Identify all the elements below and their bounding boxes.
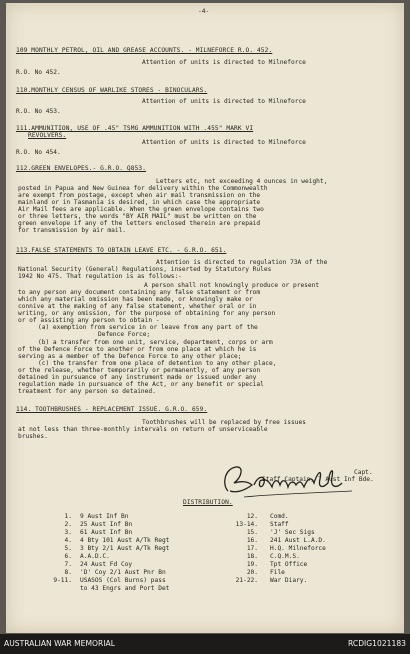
item-111-title: 111.AMMUNITION, USE OF .45" TSMG AMMUNITION WITH .455" MARK VI xyxy=(16,125,254,132)
item-110-attention: Attention of units is directed to Milneforce xyxy=(142,98,306,105)
item-113-line: (b) a transfer from one unit, service, department, corps or arm xyxy=(38,339,273,346)
dist-num: 2. xyxy=(64,521,72,528)
dist-num: 12. xyxy=(246,513,258,520)
archive-footer xyxy=(0,634,410,654)
item-114-line: brushes. xyxy=(18,433,48,440)
dist-num: 9-11. xyxy=(53,577,72,584)
dist-unit: File xyxy=(270,569,285,576)
dist-num: 18. xyxy=(246,553,258,560)
item-111-attention: Attention of units is directed to Milneforce xyxy=(142,139,306,146)
item-113-line: regulation made in pursuance of the Act, or any benefit or special xyxy=(18,381,264,388)
item-112-line: posted in Papua and New Guinea for delivery within the Commonwealth xyxy=(18,185,268,192)
page-number: -4- xyxy=(198,8,210,15)
item-113-line: or of assisting any person to obtain - xyxy=(18,317,160,324)
item-112-line: green envelope if any of the letters enclosed therein are prepaid xyxy=(18,220,261,227)
dist-unit: Comd. xyxy=(270,513,289,520)
item-113-line: serving as a member of the Defence Force to any other place; xyxy=(18,353,242,360)
dist-unit: Staff xyxy=(270,521,289,528)
item-113-line: National Security (General) Regulations, inserted by Statutory Rules xyxy=(18,266,272,273)
archive-id: RCDIG1021183 xyxy=(348,639,406,648)
dist-num: 6. xyxy=(64,553,72,560)
dist-num: 15. xyxy=(246,529,258,536)
item-113-line: connive at the making of any false statement, whether oral or in xyxy=(18,303,257,310)
dist-unit: 241 Aust L.A.D. xyxy=(270,537,326,544)
item-113-line: (c) the transfer from one place of detention to any other place, xyxy=(38,360,277,367)
item-112-line: Air Mail fees are applicable. When the green envelope contains two xyxy=(18,206,264,213)
archive-name: AUSTRALIAN WAR MEMORIAL xyxy=(4,639,115,648)
dist-num: 17. xyxy=(246,545,258,552)
dist-num: 16. xyxy=(246,537,258,544)
dist-unit: 4 Bty 101 Aust A/Tk Regt xyxy=(80,537,170,544)
dist-num: 3. xyxy=(64,529,72,536)
item-113-line: writing, or any omission, for the purpose of obtaining for any person xyxy=(18,310,276,317)
item-113-line: Defence Force; xyxy=(98,331,151,338)
dist-unit: 'J' Sec Sigs xyxy=(270,529,315,536)
signature-rank: Capt. xyxy=(354,469,373,476)
dist-unit: 61 Aust Inf Bn xyxy=(80,529,133,536)
dist-unit: 9 Aust Inf Bn xyxy=(80,513,129,520)
item-113-line: or the release, whether temporarily or permanently, of any person xyxy=(18,367,261,374)
dist-num: 21-22. xyxy=(235,577,258,584)
distribution-heading: DISTRIBUTION. xyxy=(183,499,233,506)
item-114-line: Toothbrushes will be replaced by free issues xyxy=(142,419,306,426)
dist-num: 19. xyxy=(246,561,258,568)
dist-num: 7. xyxy=(64,561,72,568)
item-111-title-cont: REVOLVERS. xyxy=(28,132,67,139)
item-113-line: detained in pursuance of any instrument made or issued under any xyxy=(18,374,257,381)
dist-unit: to 43 Engrs and Port Det xyxy=(80,585,170,592)
item-113-line: to any person any document containing any false statement or from xyxy=(18,289,261,296)
dist-unit: A.A.D.C. xyxy=(80,553,110,560)
item-110-ref: R.O. No 453. xyxy=(16,108,61,115)
item-113-line: Attention is directed to regulation 73A of the xyxy=(156,259,328,266)
dist-unit: 3 Bty 2/1 Aust A/Tk Regt xyxy=(80,545,170,552)
dist-unit: 25 Aust Inf Bn xyxy=(80,521,133,528)
item-113-title: 113.FALSE STATEMENTS TO OBTAIN LEAVE ETC. - G.R.O. 651. xyxy=(16,247,227,254)
item-113-line: A person shall not knowingly produce or present xyxy=(144,282,320,289)
item-109-ref: R.O. No 452. xyxy=(16,69,61,76)
item-112-line: mainland or in Tasmania is desired, in which case the appropriate xyxy=(18,199,261,206)
dist-num: 1. xyxy=(64,513,72,520)
item-113-line: treatment for any person so detained. xyxy=(18,388,156,395)
item-114-title: 114. TOOTHBRUSHES - REPLACEMENT ISSUE. G.R.O. 659. xyxy=(16,406,208,413)
item-113-line: (a) exemption from service in or leave from any part of the xyxy=(38,324,258,331)
item-112-line: or three letters, the words "BY AIR MAIL" must be written on the xyxy=(18,213,257,220)
item-111-ref: R.O. No 454. xyxy=(16,149,61,156)
document-page xyxy=(6,3,404,633)
item-109-title: 109 MONTHLY PETROL, OIL AND GREASE ACCOUNTS. - MILNEFORCE R.O. 452. xyxy=(16,47,273,54)
item-110-title: 110.MONTHLY CENSUS OF WARLIKE STORES - BINOCULARS. xyxy=(16,87,208,94)
item-112-line: are exempt from postage, except when air mail transmission on the xyxy=(18,192,261,199)
dist-unit: 'D' Coy 2/1 Aust Pnr Bn xyxy=(80,569,166,576)
item-113-line: which any material omission has been made, or knowingly make or xyxy=(18,296,253,303)
dist-unit: 24 Aust Fd Coy xyxy=(80,561,133,568)
dist-unit: USASOS (Col Burns) pass xyxy=(80,577,166,584)
dist-num: 8. xyxy=(64,569,72,576)
dist-num: 20. xyxy=(246,569,258,576)
dist-unit: War Diary. xyxy=(270,577,308,584)
item-113-line: 1942 No 475. That regulation is as follows:- xyxy=(18,273,182,280)
dist-unit: Tpt Office xyxy=(270,561,308,568)
item-113-line: of the Defence Force to another or from one place at which he is xyxy=(18,346,257,353)
item-112-line: for transmission by air mail. xyxy=(18,227,127,234)
signature-title: Staff Captain, 7 Aust Inf Bde. xyxy=(262,476,374,483)
item-112-line: Letters etc, not exceeding 4 ounces in weight, xyxy=(156,178,328,185)
dist-unit: C.Q.M.S. xyxy=(270,553,300,560)
dist-num: 4. xyxy=(64,537,72,544)
dist-unit: H.Q. Milneforce xyxy=(270,545,326,552)
item-112-title: 112.GREEN ENVELOPES.- G.R.O. Q853. xyxy=(16,165,147,172)
dist-num: 5. xyxy=(64,545,72,552)
dist-num: 13-14. xyxy=(235,521,258,528)
item-114-line: at not less than three-monthly intervals on return of unserviceable xyxy=(18,426,268,433)
item-109-attention: Attention of units is directed to Milneforce xyxy=(142,59,306,66)
